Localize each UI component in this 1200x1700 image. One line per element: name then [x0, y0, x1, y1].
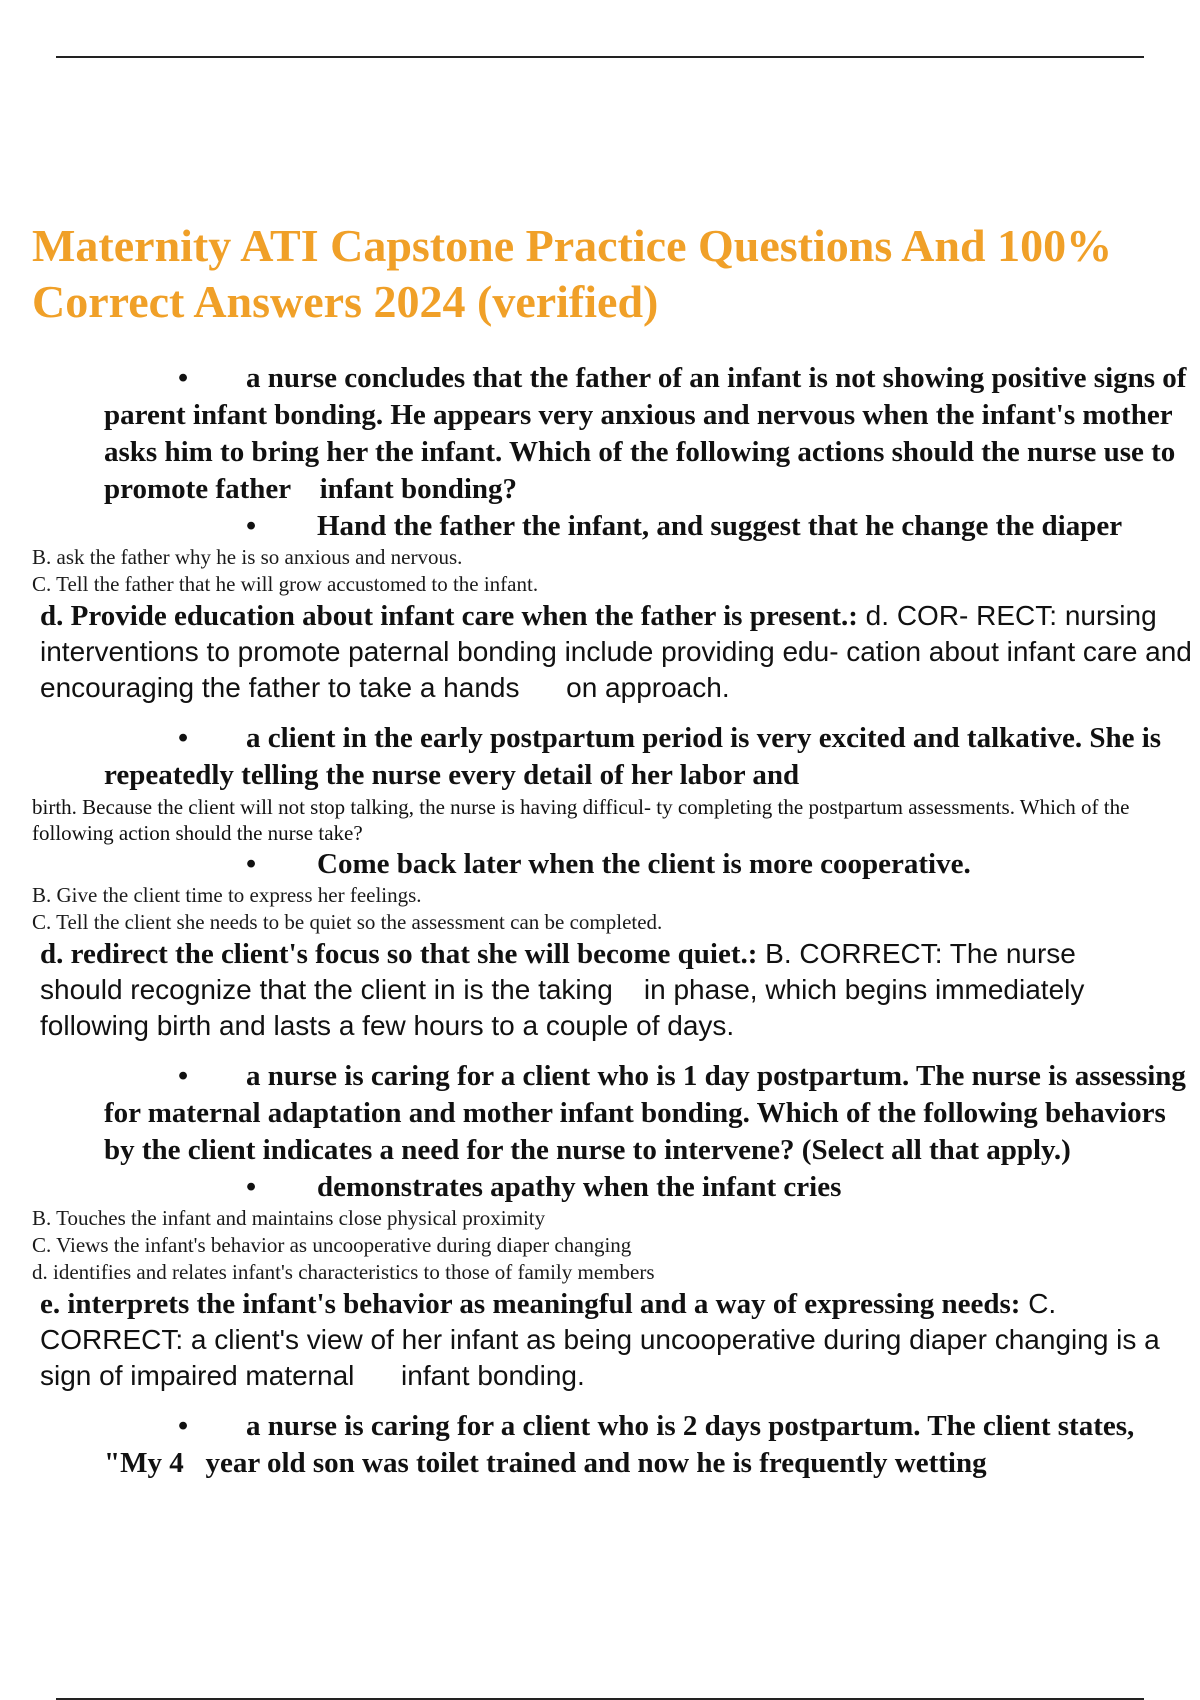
question-2-rationale — [40, 972, 1195, 1044]
question-3-option-c: C. Views the infant's behavior as uncooperative during diaper changing — [32, 1233, 632, 1257]
option-a-text: Hand the father the infant, and suggest that he change the diaper — [317, 510, 1123, 542]
question-2-option-c: C. Tell the client she needs to be quiet so the assessment can be completed. — [32, 910, 663, 934]
question-3-text: a nurse is caring for a client who is 1 day postpartum. The nurse is assessing for maternal adaptation and mother infant bonding. Which of the following behaviors by the client indicates a need for the nurse to intervene? (Select all that apply.) — [104, 1060, 1194, 1166]
bullet: • — [178, 722, 189, 754]
question-2-option-b: B. Give the client time to express her feelings. — [32, 883, 422, 907]
bullet: • — [246, 848, 257, 880]
question-1-option-b: B. ask the father why he is so anxious and nervous. — [32, 545, 463, 569]
question-1 — [104, 360, 1194, 508]
question-2-option-a — [246, 846, 1196, 882]
option-a-text: Come back later when the client is more cooperative. — [317, 848, 971, 880]
question-3 — [104, 1058, 1194, 1169]
bullet: • — [246, 1171, 257, 1203]
question-1-option-a — [246, 508, 1196, 544]
question-1-text: a nurse concludes that the father of an infant is not showing positive signs of parent infant bonding. He appears very anxious and nervous when the infant's mother asks him to bring her the infant. Which of the following actions should the nurse use to promote father infant bonding? — [104, 362, 1194, 505]
document-body — [0, 360, 1200, 1482]
bullet: • — [178, 1060, 189, 1092]
option-a-text: demonstrates apathy when the infant cries — [317, 1171, 842, 1203]
question-3-option-b: B. Touches the infant and maintains close physical proximity — [32, 1206, 546, 1230]
question-1-option-d: d. Provide education about infant care when the father is present.: — [40, 600, 858, 632]
top-rule — [56, 56, 1144, 58]
question-2-text-continued: birth. Because the client will not stop talking, the nurse is having difficul- ty completing the postpartum assessments. Which of the following action should the nurse take? — [32, 795, 1130, 845]
question-2-answer — [40, 936, 1195, 972]
question-3-answer — [40, 1286, 1195, 1394]
question-2-rationale-rest: should recognize that the client in is the taking in phase, which begins immediately following birth and lasts a few hours to a couple of days. — [40, 974, 1093, 1041]
question-2-text: a client in the early postpartum period is very excited and talkative. She is repeatedly telling the nurse every detail of her labor and — [104, 722, 1169, 791]
question-1-answer — [40, 598, 1200, 706]
question-4-text: a nurse is caring for a client who is 2 days postpartum. The client states, "My 4 year old son was toilet trained and now he is frequently wetting — [104, 1410, 1142, 1479]
question-1-rationale: d. COR- RECT: nursing interventions to promote paternal bonding include providing edu- cation about infant care and encouraging the father to take a hands on approach. — [40, 600, 1200, 703]
question-4 — [104, 1408, 1194, 1482]
question-2-rationale-line1: B. CORRECT: The nurse — [757, 938, 1076, 969]
bullet: • — [246, 510, 257, 542]
question-3-option-a — [246, 1169, 1196, 1205]
question-1-option-c: C. Tell the father that he will grow accustomed to the infant. — [32, 572, 539, 596]
question-3-option-e: e. interprets the infant's behavior as meaningful and a way of expressing needs: — [40, 1288, 1021, 1320]
question-2 — [104, 720, 1194, 794]
question-3-option-d: d. identifies and relates infant's characteristics to those of family members — [32, 1260, 655, 1284]
question-2-option-d: d. redirect the client's focus so that she will become quiet.: — [40, 938, 758, 970]
bullet: • — [178, 1410, 189, 1442]
question-3-rationale: C. CORRECT: a client's view of her infant as being uncooperative during diaper changing is a sign of impaired maternal infant bonding. — [40, 1288, 1168, 1391]
document-title: Maternity ATI Capstone Practice Questions And 100% Correct Answers 2024 (verified) — [32, 220, 1113, 327]
bullet: • — [178, 362, 189, 394]
